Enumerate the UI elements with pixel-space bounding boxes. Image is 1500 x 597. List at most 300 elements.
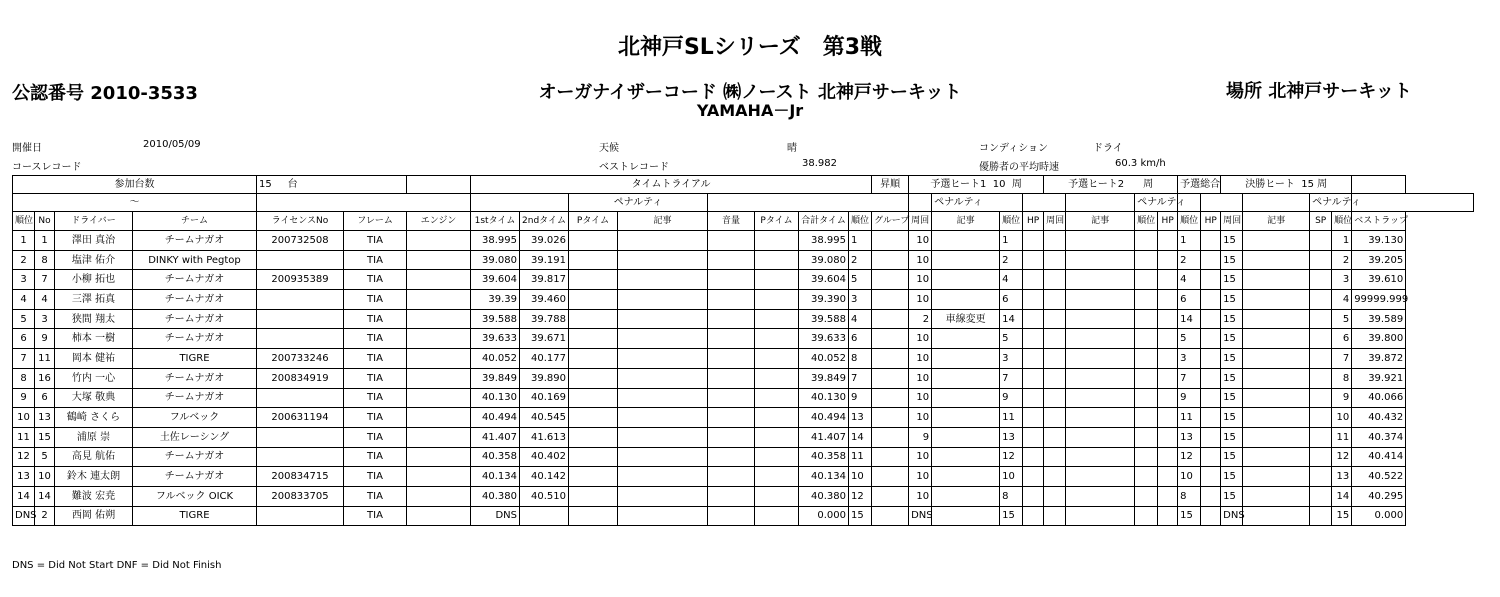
cell-t1: 39.39 [471,290,520,310]
cell-h1-pos: 10 [1000,467,1023,487]
empty-cell [1201,309,1221,329]
empty-cell [1158,408,1178,428]
cell-tt-pos: 13 [849,408,872,428]
cell-no: 9 [35,329,55,349]
empty-cell [755,447,799,467]
cell-best: 40.374 [1352,427,1406,447]
empty-cell [569,329,618,349]
table-row [13,349,1474,369]
empty-cell [708,309,755,329]
cell-f-laps: 15 [1221,486,1243,506]
header-blank [909,194,932,212]
empty-cell [872,250,909,270]
empty-cell [1023,368,1044,388]
cell-q-pos: 3 [1178,349,1201,369]
empty-cell [1023,290,1044,310]
cell-h1-note [932,349,1000,369]
cell-h1-note [932,329,1000,349]
cell-q-pos: 4 [1178,270,1201,290]
cell-frame: TIA [344,368,407,388]
column-header: ドライバー [55,212,133,231]
cell-best: 39.921 [1352,368,1406,388]
empty-cell [1310,309,1332,329]
empty-cell [1023,309,1044,329]
empty-cell [872,467,909,487]
cell-q-pos: 9 [1178,388,1201,408]
cell-driver: 小柳 拓也 [55,270,133,290]
cell-team: チームナガオ [133,368,257,388]
cell-pos: 10 [13,408,35,428]
cell-frame: TIA [344,467,407,487]
cell-total: 40.358 [799,447,849,467]
tilde-cell [13,194,257,212]
cell-f-laps: 15 [1221,408,1243,428]
header-blank [1352,194,1474,212]
empty-cell [1243,388,1310,408]
qual-total-label: 予選総合 [1178,176,1221,194]
empty-cell [1135,231,1158,251]
cell-team: チームナガオ [133,329,257,349]
column-header: Pタイム [569,212,618,231]
empty-cell [1066,270,1135,290]
empty-cell [1066,329,1135,349]
cell-best: 40.414 [1352,447,1406,467]
empty-cell [1135,427,1158,447]
empty-cell [708,349,755,369]
cell-license: 200834715 [257,467,344,487]
cell-f-laps: 15 [1221,427,1243,447]
empty-cell [1158,467,1178,487]
empty-cell [1243,349,1310,369]
cell-f-pos: 12 [1332,447,1352,467]
empty-cell [1066,349,1135,369]
empty-cell [569,486,618,506]
empty-cell [569,388,618,408]
empty-cell [708,408,755,428]
cell-h1-laps: 10 [909,388,932,408]
cell-tt-pos: 5 [849,270,872,290]
cell-f-laps: 15 [1221,270,1243,290]
cell-no: 10 [35,467,55,487]
cell-best: 40.295 [1352,486,1406,506]
column-header: 順位 [1135,212,1158,231]
empty-cell [1023,329,1044,349]
cell-f-pos: 3 [1332,270,1352,290]
cell-total: 39.390 [799,290,849,310]
empty-cell [708,506,755,526]
cell-license [257,388,344,408]
empty-cell [1044,427,1066,447]
cell-t2: 39.026 [520,231,569,251]
cell-pos: 6 [13,329,35,349]
cell-q-pos: 8 [1178,486,1201,506]
empty-cell [708,467,755,487]
final-laps: 15 [1301,179,1314,190]
cell-frame: TIA [344,486,407,506]
empty-cell [1201,506,1221,526]
empty-cell [1201,290,1221,310]
cell-frame: TIA [344,408,407,428]
cell-license: 200733246 [257,349,344,369]
cell-f-laps: 15 [1221,309,1243,329]
empty-cell [1023,250,1044,270]
column-header: チーム [133,212,257,231]
empty-cell [618,408,708,428]
cell-no: 6 [35,388,55,408]
cell-q-pos: 6 [1178,290,1201,310]
cell-h1-laps: 10 [909,368,932,388]
cell-f-pos: 8 [1332,368,1352,388]
empty-cell [407,506,471,526]
cell-license [257,427,344,447]
empty-cell [872,368,909,388]
cell-t2: 39.671 [520,329,569,349]
cell-frame: TIA [344,250,407,270]
empty-cell [618,427,708,447]
empty-cell [1310,349,1332,369]
column-header: エンジン [407,212,471,231]
cell-h1-note [932,231,1000,251]
header-blank [1201,194,1243,212]
empty-cell [407,447,471,467]
cell-team: TIGRE [133,506,257,526]
column-header: HP [1023,212,1044,231]
empty-cell [407,408,471,428]
cell-f-laps: DNS [1221,506,1243,526]
cell-h1-pos: 9 [1000,388,1023,408]
empty-cell [1135,447,1158,467]
cell-f-pos: 7 [1332,349,1352,369]
empty-cell [1044,270,1066,290]
header-blank [1023,194,1066,212]
cell-q-pos: 11 [1178,408,1201,428]
empty-cell [1044,486,1066,506]
empty-cell [1066,368,1135,388]
cell-total: 38.995 [799,231,849,251]
cell-driver: 難波 宏尭 [55,486,133,506]
cell-team: チームナガオ [133,231,257,251]
empty-cell [407,467,471,487]
column-header: 2ndタイム [520,212,569,231]
column-header: 周回 [1221,212,1243,231]
cell-h1-pos: 1 [1000,231,1023,251]
empty-cell [1023,388,1044,408]
final-header [1221,176,1352,194]
empty-cell [1310,486,1332,506]
empty-cell [1201,250,1221,270]
empty-cell [1135,270,1158,290]
empty-cell [1023,447,1044,467]
cell-no: 2 [35,506,55,526]
empty-cell [755,486,799,506]
cell-h1-note [932,506,1000,526]
empty-cell [407,427,471,447]
cell-q-pos: 7 [1178,368,1201,388]
cell-driver: 西岡 佑朔 [55,506,133,526]
entries-label-cell [13,176,257,194]
empty-cell [1135,368,1158,388]
cell-t2 [520,506,569,526]
cell-license [257,290,344,310]
header-blank [1243,194,1310,212]
cell-h1-laps: DNS [909,506,932,526]
cell-h1-pos: 5 [1000,329,1023,349]
cell-no: 1 [35,231,55,251]
empty-cell [755,368,799,388]
table-row [13,290,1474,310]
empty-cell [569,506,618,526]
empty-cell [755,329,799,349]
header-blank [257,194,471,212]
empty-cell [1310,231,1332,251]
cell-driver: 鈴木 連太朗 [55,467,133,487]
empty-cell [755,388,799,408]
weather-label: 天候 [599,143,619,154]
empty-cell [1201,329,1221,349]
empty-cell [1310,506,1332,526]
cell-q-pos: 13 [1178,427,1201,447]
header-blank [708,194,909,212]
heat1-unit: 周 [1011,179,1022,190]
empty-cell [1066,231,1135,251]
cell-f-pos: 15 [1332,506,1352,526]
empty-cell [618,309,708,329]
cell-total: 40.380 [799,486,849,506]
cell-f-laps: 15 [1221,349,1243,369]
empty-cell [407,329,471,349]
empty-cell [1310,447,1332,467]
entries-label: 参加台数 [114,179,155,190]
cell-h1-note [932,408,1000,428]
cell-total: 39.080 [799,250,849,270]
empty-cell [1023,408,1044,428]
time-trial-label: タイムトライアル [471,176,872,194]
empty-cell [708,368,755,388]
column-header: 記事 [1243,212,1310,231]
empty-cell [1023,231,1044,251]
empty-cell [1310,467,1332,487]
table-row [13,467,1474,487]
cell-pos: DNS [13,506,35,526]
cell-f-pos: 11 [1332,427,1352,447]
empty-cell [755,467,799,487]
cell-tt-pos: 9 [849,388,872,408]
cell-tt-pos: 15 [849,506,872,526]
cell-no: 11 [35,349,55,369]
cell-team: チームナガオ [133,467,257,487]
cell-no: 16 [35,368,55,388]
cell-team: フルベック OICK [133,486,257,506]
empty-cell [1135,329,1158,349]
cell-tt-pos: 2 [849,250,872,270]
cell-f-pos: 13 [1332,467,1352,487]
cell-best: 39.872 [1352,349,1406,369]
cell-h1-note [932,447,1000,467]
empty-cell [569,368,618,388]
cell-h1-note [932,486,1000,506]
empty-cell [1158,329,1178,349]
empty-cell [1201,388,1221,408]
cell-license: 200935389 [257,270,344,290]
empty-cell [569,447,618,467]
cell-h1-laps: 2 [909,309,932,329]
column-header: 記事 [618,212,708,231]
empty-cell [569,349,618,369]
table-row [13,250,1474,270]
cell-t1: DNS [471,506,520,526]
empty-cell [1201,447,1221,467]
cell-h1-laps: 10 [909,231,932,251]
cell-h1-note [932,388,1000,408]
empty-cell [1066,506,1135,526]
empty-cell [1023,349,1044,369]
empty-cell [1023,270,1044,290]
cell-best: 39.205 [1352,250,1406,270]
cell-h1-laps: 10 [909,467,932,487]
cell-f-pos: 10 [1332,408,1352,428]
h1-penalty-label: ペナルティ [932,194,1023,212]
empty-cell [1066,290,1135,310]
cell-tt-pos: 11 [849,447,872,467]
cell-best: 39.130 [1352,231,1406,251]
empty-cell [1044,447,1066,467]
cell-driver: 塩津 佑介 [55,250,133,270]
cell-total: 39.604 [799,270,849,290]
cell-team: チームナガオ [133,290,257,310]
cell-f-laps: 15 [1221,290,1243,310]
cell-f-pos: 4 [1332,290,1352,310]
cell-team: チームナガオ [133,388,257,408]
column-header: No [35,212,55,231]
cell-h1-pos: 6 [1000,290,1023,310]
empty-cell [407,270,471,290]
cell-frame: TIA [344,427,407,447]
cell-t1: 38.995 [471,231,520,251]
empty-cell [1201,467,1221,487]
cell-f-laps: 15 [1221,329,1243,349]
column-header: ベストラップ [1352,212,1406,231]
cell-best: 39.800 [1352,329,1406,349]
cell-h1-note [932,290,1000,310]
empty-cell [755,231,799,251]
empty-cell [872,349,909,369]
cell-total: 40.134 [799,467,849,487]
empty-cell [755,309,799,329]
cell-tt-pos: 3 [849,290,872,310]
header-blank [407,176,471,194]
cell-t2: 41.613 [520,427,569,447]
header-blank [471,194,569,212]
empty-cell [407,231,471,251]
empty-cell [1158,290,1178,310]
cell-no: 4 [35,290,55,310]
cell-best: 40.066 [1352,388,1406,408]
empty-cell [618,231,708,251]
cell-t1: 40.494 [471,408,520,428]
empty-cell [1023,467,1044,487]
table-row [13,368,1474,388]
empty-cell [755,506,799,526]
cell-f-laps: 15 [1221,250,1243,270]
empty-cell [1310,427,1332,447]
empty-cell [1310,329,1332,349]
empty-cell [569,290,618,310]
cell-pos: 4 [13,290,35,310]
empty-cell [1044,329,1066,349]
cell-f-pos: 9 [1332,388,1352,408]
best-record-label: ベストレコード [599,162,669,173]
column-header: グループ [872,212,909,231]
cell-driver: 岡本 健祐 [55,349,133,369]
empty-cell [1135,290,1158,310]
empty-cell [1135,349,1158,369]
cell-h1-laps: 10 [909,349,932,369]
empty-cell [407,250,471,270]
h2-penalty-label: ペナルティ [1135,194,1178,212]
cell-h1-pos: 13 [1000,427,1023,447]
column-header: 順位 [1178,212,1201,231]
empty-cell [755,250,799,270]
cell-license: 200732508 [257,231,344,251]
cell-t2: 39.890 [520,368,569,388]
column-header: フレーム [344,212,407,231]
heat1-label: 予選ヒート1 [930,179,987,190]
empty-cell [1201,408,1221,428]
cell-h1-pos: 8 [1000,486,1023,506]
empty-cell [872,408,909,428]
cell-t1: 39.633 [471,329,520,349]
cell-total: 39.849 [799,368,849,388]
header-row-1 [13,176,1474,194]
empty-cell [407,368,471,388]
cell-f-pos: 1 [1332,231,1352,251]
cell-tt-pos: 14 [849,427,872,447]
column-header: 記事 [932,212,1000,231]
cell-driver: 三澤 拓真 [55,290,133,310]
cell-t2: 40.545 [520,408,569,428]
empty-cell [708,250,755,270]
empty-cell [407,290,471,310]
cell-h1-note [932,368,1000,388]
cell-t2: 39.191 [520,250,569,270]
empty-cell [407,349,471,369]
cell-license [257,447,344,467]
empty-cell [1310,290,1332,310]
empty-cell [1044,349,1066,369]
legend-note: DNS = Did Not Start DNF = Did Not Finish [12,560,222,571]
column-header: 順位 [13,212,35,231]
best-record-value: 38.982 [802,158,837,169]
column-header: 合計タイム [799,212,849,231]
table-row [13,388,1474,408]
empty-cell [872,290,909,310]
cell-best: 40.432 [1352,408,1406,428]
cell-pos: 13 [13,467,35,487]
cell-q-pos: 12 [1178,447,1201,467]
permit-number: 公認番号 2010-3533 [12,83,198,104]
column-header: SP [1310,212,1332,231]
empty-cell [1066,388,1135,408]
empty-cell [1023,486,1044,506]
table-row [13,309,1474,329]
empty-cell [407,388,471,408]
empty-cell [569,231,618,251]
heat2-label: 予選ヒート2 [1068,179,1125,190]
empty-cell [618,467,708,487]
empty-cell [569,250,618,270]
empty-cell [1044,506,1066,526]
empty-cell [618,506,708,526]
